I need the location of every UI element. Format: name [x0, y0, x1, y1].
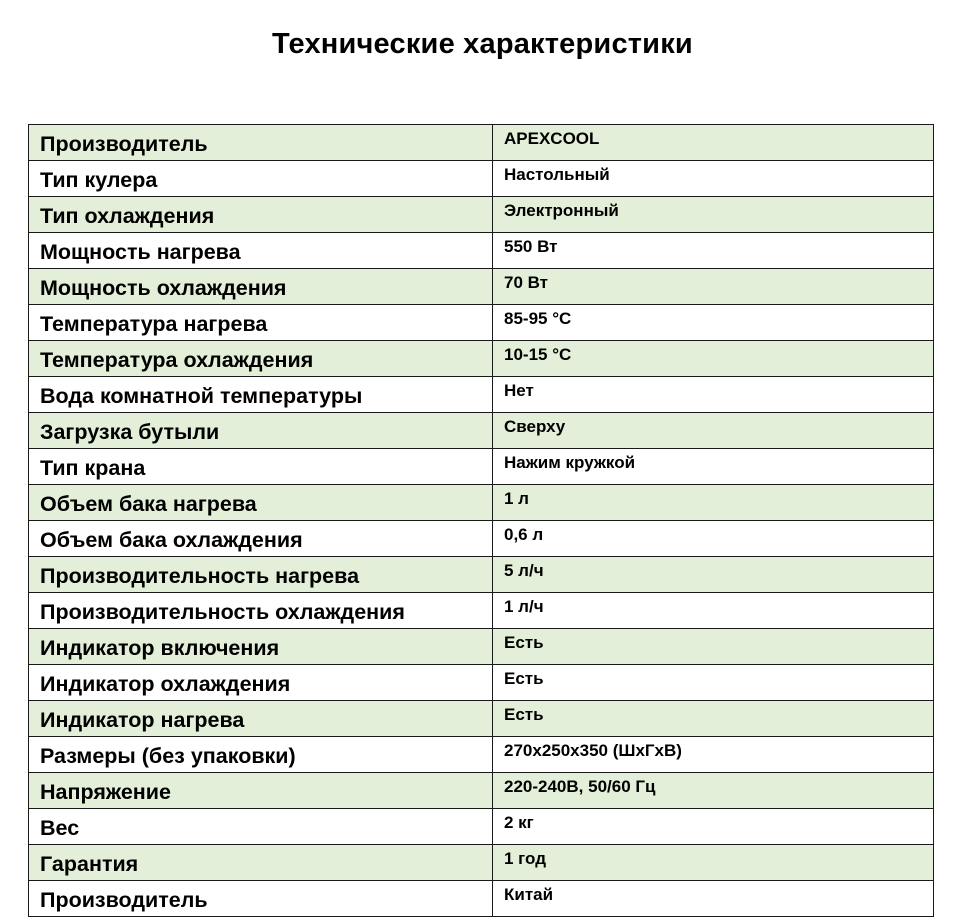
- spec-name: Тип кулера: [29, 161, 493, 197]
- spec-table: [28, 124, 934, 917]
- table-row: [29, 341, 934, 377]
- spec-name: Размеры (без упаковки): [29, 737, 493, 773]
- spec-value: Есть: [493, 629, 934, 665]
- spec-name: Производитель: [29, 881, 493, 917]
- spec-value: Электронный: [493, 197, 934, 233]
- table-row: [29, 773, 934, 809]
- spec-value: Есть: [493, 701, 934, 737]
- table-row: [29, 413, 934, 449]
- spec-name: Мощность охлаждения: [29, 269, 493, 305]
- table-row: [29, 629, 934, 665]
- spec-value: 5 л/ч: [493, 557, 934, 593]
- spec-value: 220-240В, 50/60 Гц: [493, 773, 934, 809]
- table-row: [29, 305, 934, 341]
- spec-value: Нажим кружкой: [493, 449, 934, 485]
- spec-value: 85-95 °C: [493, 305, 934, 341]
- spec-name: Производительность нагрева: [29, 557, 493, 593]
- table-row: [29, 521, 934, 557]
- spec-name: Тип крана: [29, 449, 493, 485]
- spec-value: 1 л: [493, 485, 934, 521]
- table-row: [29, 665, 934, 701]
- spec-value: 270x250x350 (ШxГxВ): [493, 737, 934, 773]
- spec-name: Напряжение: [29, 773, 493, 809]
- spec-value: 1 год: [493, 845, 934, 881]
- table-row: [29, 485, 934, 521]
- table-row: [29, 161, 934, 197]
- spec-value: 550 Вт: [493, 233, 934, 269]
- table-row: [29, 269, 934, 305]
- spec-name: Производитель: [29, 125, 493, 161]
- table-row: [29, 845, 934, 881]
- spec-value: Сверху: [493, 413, 934, 449]
- spec-name: Мощность нагрева: [29, 233, 493, 269]
- spec-value: 2 кг: [493, 809, 934, 845]
- spec-name: Индикатор охлаждения: [29, 665, 493, 701]
- spec-value: 70 Вт: [493, 269, 934, 305]
- spec-name: Объем бака нагрева: [29, 485, 493, 521]
- spec-name: Индикатор нагрева: [29, 701, 493, 737]
- spec-name: Индикатор включения: [29, 629, 493, 665]
- spec-value: Есть: [493, 665, 934, 701]
- spec-value: 1 л/ч: [493, 593, 934, 629]
- spec-value: 10-15 °C: [493, 341, 934, 377]
- table-row: [29, 449, 934, 485]
- spec-value: Нет: [493, 377, 934, 413]
- spec-name: Объем бака охлаждения: [29, 521, 493, 557]
- table-row: [29, 701, 934, 737]
- spec-name: Температура нагрева: [29, 305, 493, 341]
- spec-name: Загрузка бутыли: [29, 413, 493, 449]
- table-row: [29, 737, 934, 773]
- table-row: [29, 377, 934, 413]
- table-row: [29, 881, 934, 917]
- spec-value: Настольный: [493, 161, 934, 197]
- page-title: Технические характеристики: [272, 28, 693, 60]
- spec-value: Китай: [493, 881, 934, 917]
- spec-value: 0,6 л: [493, 521, 934, 557]
- table-row: [29, 197, 934, 233]
- table-row: [29, 593, 934, 629]
- table-row: [29, 557, 934, 593]
- spec-value: APEXCOOL: [493, 125, 934, 161]
- table-row: [29, 233, 934, 269]
- spec-name: Вода комнатной температуры: [29, 377, 493, 413]
- spec-name: Температура охлаждения: [29, 341, 493, 377]
- table-row: [29, 809, 934, 845]
- spec-name: Производительность охлаждения: [29, 593, 493, 629]
- spec-name: Тип охлаждения: [29, 197, 493, 233]
- spec-name: Вес: [29, 809, 493, 845]
- table-row: [29, 125, 934, 161]
- spec-name: Гарантия: [29, 845, 493, 881]
